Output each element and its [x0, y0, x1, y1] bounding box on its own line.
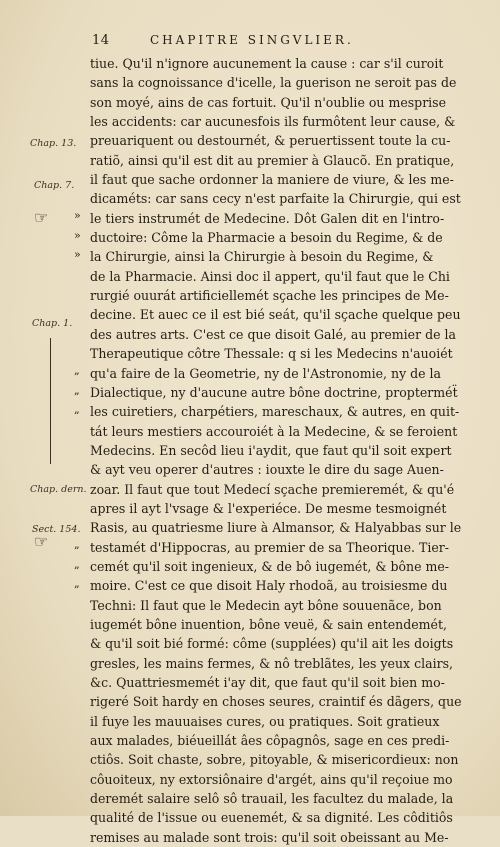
text-line: Medecins. En secôd lieu i'aydit, que faut qu'il soit expert [90, 442, 452, 458]
text-line: decine. Et auec ce il est bié seát, qu'il sçache quelque peu [90, 307, 461, 323]
text-line: son moyé, ains de cas fortuit. Qu'il n'oublie ou mesprise [90, 94, 447, 110]
text-line: les accidents: car aucunesfois ils furmôtent leur cause, & [90, 114, 456, 130]
text-line: ctiôs. Soit chaste, sobre, pitoyable, & misericordieux: non [90, 752, 459, 768]
text-line: zoar. Il faut que tout Medecí sçache premieremét, & qu'é [90, 481, 455, 497]
text-line: rurgié ouurát artificiellemét sçache les principes de Me- [90, 288, 449, 304]
body-text [90, 54, 470, 847]
quote-mark-icon: „ [74, 384, 80, 397]
text-line: qu'a faire de la Geometrie, ny de l'Astronomie, ny de la [90, 365, 442, 381]
text-line: cemét qu'il soit ingenieux, & de bô iugemét, & bône me- [90, 558, 450, 574]
page-number: 14 [92, 33, 110, 48]
text-line: de la Pharmacie. Ainsi doc il appert, qu'il faut que le Chi [90, 268, 450, 284]
quote-mark-icon: » [74, 229, 81, 242]
quote-mark-icon: „ [74, 558, 80, 571]
quote-mark-icon: » [74, 209, 81, 222]
quote-mark-icon: » [74, 248, 81, 261]
text-line: les cuiretiers, charpétiers, mareschaux, & autres, en quit- [90, 404, 460, 420]
text-line: des autres arts. C'est ce que disoit Galé, au premier de la [90, 326, 456, 342]
text-line: côuoiteux, ny extorsiônaire d'argét, ains qu'il reçoiue mo [90, 771, 453, 787]
text-line: il faut que sache ordonner la maniere de viure, & les me- [90, 172, 454, 188]
text-line: il fuye les mauuaises cures, ou pratiques. Soit gratieux [90, 713, 440, 729]
text-line: Therapeutique côtre Thessale: q si les Medecins n'auoiét [90, 346, 453, 362]
text-line: apres il ayt l'vsage & l'experiéce. De mesme tesmoignét [90, 500, 447, 516]
text-line: rigeré Soit hardy en choses seures, craintif és dãgers, que [90, 694, 462, 710]
quote-mark-icon: „ [74, 577, 80, 590]
text-line: preuariquent ou destournét, & peruertissent toute la cu- [90, 133, 451, 149]
margin-bracket [50, 338, 51, 464]
text-line: moire. C'est ce que disoit Haly rhodoã, au troisiesme du [90, 578, 448, 594]
text-line: la Chirurgie, ainsi la Chirurgie à besoin du Regime, & [90, 249, 434, 265]
text-line: dicaméts: car sans cecy n'est parfaite la Chirurgie, qui est [90, 191, 461, 207]
margin-note-chap-dern: Chap. dern. [30, 484, 87, 495]
margin-note-chap7: Chap. 7. [34, 180, 75, 191]
text-line: ductoire: Côme la Pharmacie a besoin du Regime, & de [90, 230, 443, 246]
text-line: ratiõ, ainsi qu'il est dit au premier à Glaucõ. En pratique, [90, 152, 455, 168]
margin-note-sect154: Sect. 154. [32, 524, 81, 535]
text-line: &c. Quattriesmemét i'ay dit, que faut qu'il soit bien mo- [90, 675, 445, 690]
text-line: tiue. Qu'il n'ignore aucunement la cause : car s'il curoit [90, 56, 444, 71]
text-line: sans la cognoissance d'icelle, la guerison ne seroit pas de [90, 75, 457, 91]
text-line: deremét salaire selô sô trauail, les facultez du malade, la [90, 791, 454, 807]
text-line: tát leurs mestiers accouroiét à la Medecine, & se feroient [90, 423, 458, 439]
text-line: remises au malade sont trois: qu'il soit obeissant au Me- [90, 829, 449, 845]
text-line: qualité de l'issue ou euenemét, & sa dignité. Les côditiôs [90, 810, 453, 826]
text-line: le tiers instrumét de Medecine. Dôt Galen dit en l'intro- [90, 210, 445, 226]
text-line: & ayt veu operer d'autres : iouxte le dire du sage Auen- [90, 462, 444, 478]
quote-mark-icon: „ [74, 538, 80, 551]
margin-note-chap1: Chap. 1. [32, 318, 73, 329]
margin-note-chap13: Chap. 13. [30, 138, 77, 149]
text-line: gresles, les mains fermes, & nô treblãtes, les yeux clairs, [90, 655, 453, 671]
page-header [92, 33, 432, 51]
quote-mark-icon: „ [74, 364, 80, 377]
text-line: Techni: Il faut que le Medecin ayt bône souuenãce, bon [90, 597, 442, 613]
manicule-icon: ☞ [34, 532, 49, 551]
text-line: aux malades, biéueillát âes côpagnôs, sage en ces predi- [90, 733, 450, 749]
manicule-icon: ☞ [34, 208, 49, 227]
text-line: iugemét bône inuention, bône veuë, & sain entendemét, [90, 616, 447, 632]
text-line: & qu'il soit bié formé: côme (supplées) qu'il ait les doigts [90, 636, 454, 652]
text-line: testamét d'Hippocras, au premier de sa Theorique. Tier- [90, 539, 449, 555]
text-line: Rasis, au quatriesme liure à Almansor, & Halyabbas sur le [90, 520, 462, 536]
text-line: Dialectique, ny d'aucune autre bône doctrine, propterméẗ [90, 384, 458, 400]
running-head: CHAPITRE SINGVLIER. [150, 33, 354, 47]
quote-mark-icon: „ [74, 403, 80, 416]
